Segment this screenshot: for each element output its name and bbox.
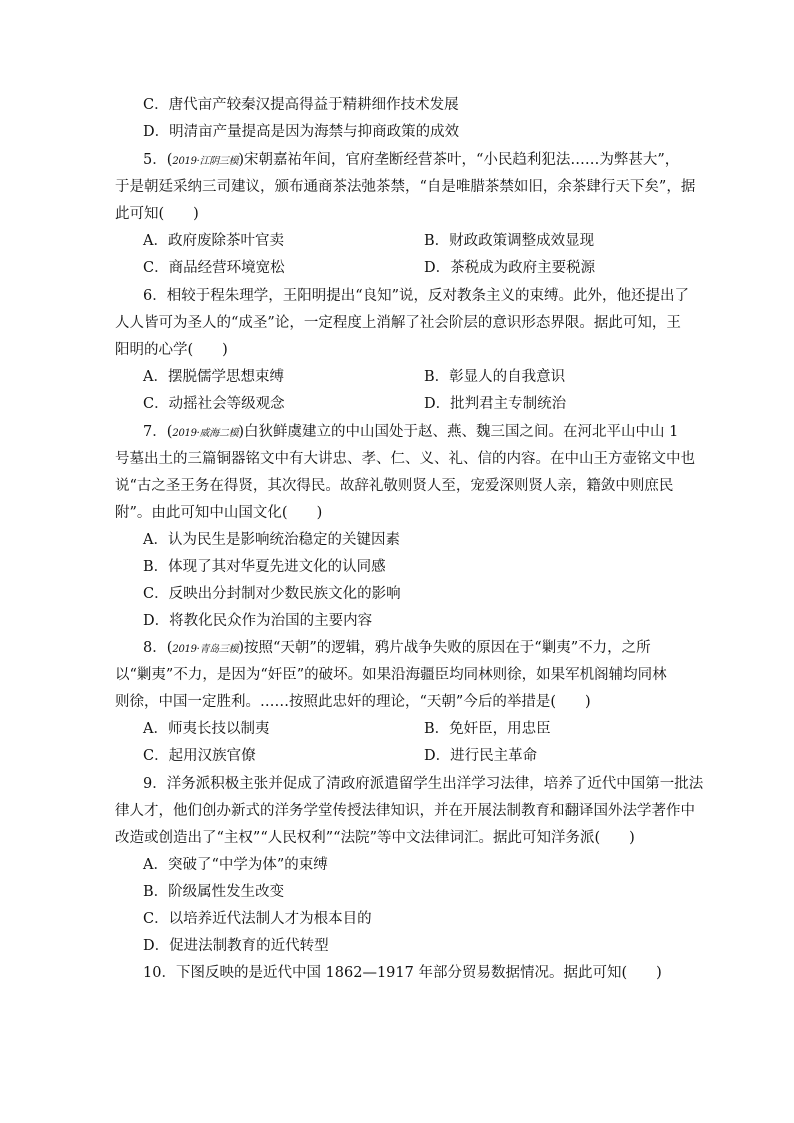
q8-number: 8．( (143, 640, 173, 656)
q8-stem-line3: 则徐，中国一定胜利。……按照此忠奸的理论，“天朝”今后的举措是( ) (115, 694, 591, 710)
q6-option-c[interactable]: C．动摇社会等级观念 (143, 396, 285, 412)
q5-option-a[interactable]: A．政府废除茶叶官卖 (143, 233, 284, 249)
q5-source: 2019·江阴三模 (172, 156, 239, 167)
q8-stem-line1 (143, 638, 651, 660)
q7-option-c[interactable]: C．反映出分封制对少数民族文化的影响 (143, 586, 401, 602)
q9-stem-line1: 9．洋务派积极主张并促成了清政府派遣留学生出洋学习法律，培养了近代中国第一批法 (143, 776, 704, 792)
q9-option-c[interactable]: C．以培养近代法制人才为根本目的 (143, 911, 372, 927)
q8-option-d[interactable]: D．进行民主革命 (424, 748, 538, 764)
prev-option-d[interactable]: D．明清亩产量提高是因为海禁与抑商政策的成效 (143, 124, 460, 140)
q6-stem-line1: 6．相较于程朱理学，王阳明提出“良知”说，反对教条主义的束缚。此外，他还提出了 (143, 288, 690, 304)
q9-stem-line3: 改造或创造出了“主权”“人民权利”“法院”等中文法律词汇。据此可知洋务派( ) (115, 830, 635, 846)
q9-option-b[interactable]: B．阶级属性发生改变 (143, 884, 285, 900)
q8-stem-text: )按照“天朝”的逻辑，鸦片战争失败的原因在于“剿夷”不力，之所 (238, 640, 651, 656)
q7-option-d[interactable]: D．将教化民众作为治国的主要内容 (143, 613, 373, 629)
q5-stem-line3: 此可知( ) (115, 206, 199, 222)
q7-stem-line4: 附”。由此可知中山国文化( ) (115, 505, 323, 521)
q7-option-a[interactable]: A．认为民生是影响统治稳定的关键因素 (143, 532, 400, 548)
q8-option-a[interactable]: A．师夷长技以制夷 (143, 721, 270, 737)
q7-option-b[interactable]: B．体现了其对华夏先进文化的认同感 (143, 559, 386, 575)
q5-option-d[interactable]: D．茶税成为政府主要税源 (424, 260, 596, 276)
q8-option-b[interactable]: B．免奸臣，用忠臣 (424, 721, 551, 737)
q6-stem-line3: 阳明的心学( ) (115, 342, 228, 358)
q7-stem-line2: 号墓出土的三篇铜器铭文中有大讲忠、孝、仁、义、礼、信的内容。在中山王方壶铭文中也 (115, 451, 695, 467)
q5-option-c[interactable]: C．商品经营环境宽松 (143, 260, 285, 276)
q7-stem-line1 (143, 422, 678, 444)
q6-option-a[interactable]: A．摆脱儒学思想束缚 (143, 369, 284, 385)
q7-stem-line3: 说“古之圣王务在得贤，其次得民。故辞礼敬则贤人至，宠爱深则贤人亲，籍敛中则庶民 (115, 478, 674, 494)
q9-stem-line2: 律人才，他们创办新式的洋务学堂传授法律知识，并在开展法制教育和翻译国外法学著作中 (115, 803, 695, 819)
q8-stem-line2: 以“剿夷”不力，是因为“奸臣”的破坏。如果沿海疆臣均同林则徐，如果军机阁辅均同林 (115, 667, 667, 683)
q6-option-d[interactable]: D．批判君主专制统治 (424, 396, 567, 412)
q5-option-b[interactable]: B．财政政策调整成效显现 (424, 233, 595, 249)
q5-stem-line1 (143, 150, 679, 172)
q6-stem-line2: 人人皆可为圣人的“成圣”论，一定程度上消解了社会阶层的意识形态界限。据此可知，王 (115, 315, 681, 331)
q9-option-d[interactable]: D．促进法制教育的近代转型 (143, 938, 329, 954)
q5-number: 5．( (143, 152, 173, 168)
q10-stem-line1: 10．下图反映的是近代中国 1862—1917 年部分贸易数据情况。据此可知( ) (143, 965, 662, 981)
q8-source: 2019·青岛三模 (172, 644, 239, 655)
q9-option-a[interactable]: A．突破了“中学为体”的束缚 (143, 857, 328, 873)
q7-number: 7．( (143, 424, 173, 440)
prev-option-c[interactable]: C．唐代亩产较秦汉提高得益于精耕细作技术发展 (143, 97, 459, 113)
q7-stem-text: )白狄鲜虞建立的中山国处于赵、燕、魏三国之间。在河北平山中山 1 (238, 424, 679, 440)
q7-source: 2019·威海二模 (172, 428, 239, 439)
q6-option-b[interactable]: B．彰显人的自我意识 (424, 369, 566, 385)
q5-stem-line2: 于是朝廷采纳三司建议，颁布通商茶法弛茶禁，“自是唯腊茶禁如旧，余茶肆行天下矣”，据 (115, 179, 696, 195)
q5-stem-text: )宋朝嘉祐年间，官府垄断经营茶叶，“小民趋利犯法……为弊甚大”， (238, 152, 680, 168)
q8-option-c[interactable]: C．起用汉族官僚 (143, 748, 256, 764)
